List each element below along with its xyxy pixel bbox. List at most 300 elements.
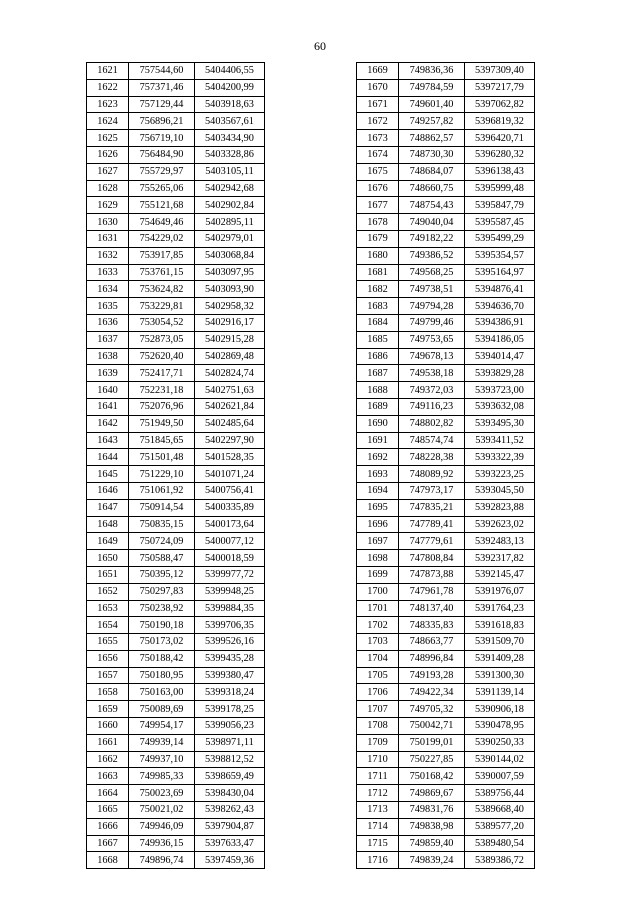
point-number-cell: 1645 (87, 466, 129, 483)
y-coordinate-cell: 5398262,43 (195, 802, 265, 819)
table-row (357, 734, 535, 751)
y-coordinate-cell: 5402979,01 (195, 230, 265, 247)
point-number-cell: 1673 (357, 130, 399, 147)
point-number-cell: 1641 (87, 398, 129, 415)
table-row (87, 96, 265, 113)
y-coordinate-cell: 5401528,35 (195, 449, 265, 466)
point-number-cell: 1680 (357, 247, 399, 264)
point-number-cell: 1679 (357, 230, 399, 247)
point-number-cell: 1688 (357, 382, 399, 399)
y-coordinate-cell: 5389756,44 (465, 785, 535, 802)
y-coordinate-cell: 5403068,84 (195, 247, 265, 264)
table-row (357, 718, 535, 735)
table-row (87, 718, 265, 735)
table-row (87, 835, 265, 852)
table-row (357, 146, 535, 163)
y-coordinate-cell: 5399884,35 (195, 600, 265, 617)
table-row (87, 449, 265, 466)
point-number-cell: 1711 (357, 768, 399, 785)
point-number-cell: 1695 (357, 499, 399, 516)
point-number-cell: 1687 (357, 365, 399, 382)
y-coordinate-cell: 5399526,16 (195, 634, 265, 651)
y-coordinate-cell: 5402485,64 (195, 415, 265, 432)
table-row (87, 852, 265, 869)
y-coordinate-cell: 5399435,28 (195, 650, 265, 667)
y-coordinate-cell: 5391509,70 (465, 634, 535, 651)
y-coordinate-cell: 5404200,99 (195, 79, 265, 96)
x-coordinate-cell: 749985,33 (129, 768, 195, 785)
point-number-cell: 1644 (87, 449, 129, 466)
table-row (357, 247, 535, 264)
y-coordinate-cell: 5390906,18 (465, 701, 535, 718)
table-row (357, 583, 535, 600)
x-coordinate-cell: 751949,50 (129, 415, 195, 432)
y-coordinate-cell: 5390007,59 (465, 768, 535, 785)
x-coordinate-cell: 748574,74 (399, 432, 465, 449)
y-coordinate-cell: 5393723,00 (465, 382, 535, 399)
x-coordinate-cell: 757371,46 (129, 79, 195, 96)
table-row (87, 466, 265, 483)
y-coordinate-cell: 5402958,32 (195, 298, 265, 315)
point-number-cell: 1651 (87, 566, 129, 583)
y-coordinate-cell: 5402902,84 (195, 197, 265, 214)
point-number-cell: 1624 (87, 113, 129, 130)
x-coordinate-cell: 749372,03 (399, 382, 465, 399)
y-coordinate-cell: 5400756,41 (195, 482, 265, 499)
point-number-cell: 1697 (357, 533, 399, 550)
y-coordinate-cell: 5389668,40 (465, 802, 535, 819)
y-coordinate-cell: 5390250,33 (465, 734, 535, 751)
point-number-cell: 1715 (357, 835, 399, 852)
x-coordinate-cell: 753054,52 (129, 314, 195, 331)
table-row (357, 398, 535, 415)
point-number-cell: 1662 (87, 751, 129, 768)
y-coordinate-cell: 5403328,86 (195, 146, 265, 163)
point-number-cell: 1678 (357, 214, 399, 231)
x-coordinate-cell: 749831,76 (399, 802, 465, 819)
point-number-cell: 1686 (357, 348, 399, 365)
y-coordinate-cell: 5399056,23 (195, 718, 265, 735)
point-number-cell: 1700 (357, 583, 399, 600)
x-coordinate-cell: 747873,88 (399, 566, 465, 583)
point-number-cell: 1649 (87, 533, 129, 550)
table-row (357, 852, 535, 869)
point-number-cell: 1677 (357, 197, 399, 214)
y-coordinate-cell: 5393411,52 (465, 432, 535, 449)
y-coordinate-cell: 5397062,82 (465, 96, 535, 113)
point-number-cell: 1653 (87, 600, 129, 617)
y-coordinate-cell: 5402751,63 (195, 382, 265, 399)
y-coordinate-cell: 5402915,28 (195, 331, 265, 348)
point-number-cell: 1638 (87, 348, 129, 365)
y-coordinate-cell: 5402895,11 (195, 214, 265, 231)
table-row (357, 298, 535, 315)
y-coordinate-cell: 5400077,12 (195, 533, 265, 550)
y-coordinate-cell: 5397217,79 (465, 79, 535, 96)
x-coordinate-cell: 749896,74 (129, 852, 195, 869)
point-number-cell: 1701 (357, 600, 399, 617)
point-number-cell: 1692 (357, 449, 399, 466)
point-number-cell: 1708 (357, 718, 399, 735)
point-number-cell: 1659 (87, 701, 129, 718)
point-number-cell: 1629 (87, 197, 129, 214)
y-coordinate-cell: 5397459,36 (195, 852, 265, 869)
x-coordinate-cell: 748802,82 (399, 415, 465, 432)
point-number-cell: 1693 (357, 466, 399, 483)
point-number-cell: 1627 (87, 163, 129, 180)
y-coordinate-cell: 5394876,41 (465, 281, 535, 298)
point-number-cell: 1639 (87, 365, 129, 382)
y-coordinate-cell: 5398812,52 (195, 751, 265, 768)
x-coordinate-cell: 750180,95 (129, 667, 195, 684)
table-row (357, 130, 535, 147)
point-number-cell: 1626 (87, 146, 129, 163)
x-coordinate-cell: 749738,51 (399, 281, 465, 298)
table-row (87, 818, 265, 835)
point-number-cell: 1704 (357, 650, 399, 667)
x-coordinate-cell: 749939,14 (129, 734, 195, 751)
point-number-cell: 1694 (357, 482, 399, 499)
x-coordinate-cell: 752076,96 (129, 398, 195, 415)
y-coordinate-cell: 5395164,97 (465, 264, 535, 281)
table-row (87, 701, 265, 718)
table-row (87, 365, 265, 382)
x-coordinate-cell: 751229,10 (129, 466, 195, 483)
y-coordinate-cell: 5392823,88 (465, 499, 535, 516)
y-coordinate-cell: 5393045,50 (465, 482, 535, 499)
x-coordinate-cell: 751845,65 (129, 432, 195, 449)
point-number-cell: 1654 (87, 617, 129, 634)
x-coordinate-cell: 749936,15 (129, 835, 195, 852)
table-row (357, 314, 535, 331)
point-number-cell: 1664 (87, 785, 129, 802)
y-coordinate-cell: 5399948,25 (195, 583, 265, 600)
x-coordinate-cell: 748335,83 (399, 617, 465, 634)
y-coordinate-cell: 5389480,54 (465, 835, 535, 852)
x-coordinate-cell: 753761,15 (129, 264, 195, 281)
y-coordinate-cell: 5391139,14 (465, 684, 535, 701)
point-number-cell: 1702 (357, 617, 399, 634)
y-coordinate-cell: 5396420,71 (465, 130, 535, 147)
point-number-cell: 1684 (357, 314, 399, 331)
y-coordinate-cell: 5400018,59 (195, 550, 265, 567)
y-coordinate-cell: 5390144,02 (465, 751, 535, 768)
y-coordinate-cell: 5393322,39 (465, 449, 535, 466)
table-row (357, 382, 535, 399)
table-row (87, 634, 265, 651)
x-coordinate-cell: 749257,82 (399, 113, 465, 130)
table-row (87, 785, 265, 802)
point-number-cell: 1650 (87, 550, 129, 567)
coordinate-table-right (356, 62, 535, 869)
point-number-cell: 1623 (87, 96, 129, 113)
x-coordinate-cell: 749784,59 (399, 79, 465, 96)
y-coordinate-cell: 5402297,90 (195, 432, 265, 449)
point-number-cell: 1705 (357, 667, 399, 684)
point-number-cell: 1714 (357, 818, 399, 835)
x-coordinate-cell: 753229,81 (129, 298, 195, 315)
point-number-cell: 1683 (357, 298, 399, 315)
x-coordinate-cell: 750173,02 (129, 634, 195, 651)
y-coordinate-cell: 5391618,83 (465, 617, 535, 634)
table-row (87, 314, 265, 331)
table-row (357, 802, 535, 819)
point-number-cell: 1632 (87, 247, 129, 264)
point-number-cell: 1674 (357, 146, 399, 163)
y-coordinate-cell: 5394014,47 (465, 348, 535, 365)
x-coordinate-cell: 757544,60 (129, 63, 195, 80)
table-row (357, 701, 535, 718)
x-coordinate-cell: 755121,68 (129, 197, 195, 214)
x-coordinate-cell: 749794,28 (399, 298, 465, 315)
x-coordinate-cell: 749937,10 (129, 751, 195, 768)
point-number-cell: 1696 (357, 516, 399, 533)
x-coordinate-cell: 752620,40 (129, 348, 195, 365)
table-row (357, 650, 535, 667)
point-number-cell: 1706 (357, 684, 399, 701)
point-number-cell: 1672 (357, 113, 399, 130)
x-coordinate-cell: 754649,46 (129, 214, 195, 231)
x-coordinate-cell: 749116,23 (399, 398, 465, 415)
point-number-cell: 1635 (87, 298, 129, 315)
y-coordinate-cell: 5402916,17 (195, 314, 265, 331)
table-row (357, 264, 535, 281)
table-row (87, 751, 265, 768)
x-coordinate-cell: 750724,09 (129, 533, 195, 550)
x-coordinate-cell: 749859,40 (399, 835, 465, 852)
y-coordinate-cell: 5391409,28 (465, 650, 535, 667)
y-coordinate-cell: 5402621,84 (195, 398, 265, 415)
x-coordinate-cell: 749193,28 (399, 667, 465, 684)
point-number-cell: 1665 (87, 802, 129, 819)
x-coordinate-cell: 750021,02 (129, 802, 195, 819)
y-coordinate-cell: 5399977,72 (195, 566, 265, 583)
x-coordinate-cell: 747961,78 (399, 583, 465, 600)
point-number-cell: 1713 (357, 802, 399, 819)
table-row (357, 197, 535, 214)
point-number-cell: 1628 (87, 180, 129, 197)
point-number-cell: 1655 (87, 634, 129, 651)
y-coordinate-cell: 5393829,28 (465, 365, 535, 382)
x-coordinate-cell: 748754,43 (399, 197, 465, 214)
table-row (87, 281, 265, 298)
point-number-cell: 1622 (87, 79, 129, 96)
point-number-cell: 1689 (357, 398, 399, 415)
x-coordinate-cell: 748730,30 (399, 146, 465, 163)
table-row (87, 650, 265, 667)
point-number-cell: 1716 (357, 852, 399, 869)
table-row (357, 684, 535, 701)
y-coordinate-cell: 5389577,20 (465, 818, 535, 835)
y-coordinate-cell: 5402824,74 (195, 365, 265, 382)
y-coordinate-cell: 5394386,91 (465, 314, 535, 331)
point-number-cell: 1648 (87, 516, 129, 533)
table-row (357, 600, 535, 617)
point-number-cell: 1640 (87, 382, 129, 399)
point-number-cell: 1670 (357, 79, 399, 96)
y-coordinate-cell: 5402869,48 (195, 348, 265, 365)
y-coordinate-cell: 5391300,30 (465, 667, 535, 684)
point-number-cell: 1660 (87, 718, 129, 735)
y-coordinate-cell: 5396819,32 (465, 113, 535, 130)
y-coordinate-cell: 5392483,13 (465, 533, 535, 550)
table-row (87, 382, 265, 399)
table-row (87, 432, 265, 449)
point-number-cell: 1681 (357, 264, 399, 281)
point-number-cell: 1637 (87, 331, 129, 348)
x-coordinate-cell: 756484,90 (129, 146, 195, 163)
table-row (357, 835, 535, 852)
y-coordinate-cell: 5402942,68 (195, 180, 265, 197)
point-number-cell: 1682 (357, 281, 399, 298)
y-coordinate-cell: 5392317,82 (465, 550, 535, 567)
y-coordinate-cell: 5396280,32 (465, 146, 535, 163)
table-row (357, 751, 535, 768)
y-coordinate-cell: 5390478,95 (465, 718, 535, 735)
table-row (357, 432, 535, 449)
y-coordinate-cell: 5395847,79 (465, 197, 535, 214)
point-number-cell: 1675 (357, 163, 399, 180)
x-coordinate-cell: 753624,82 (129, 281, 195, 298)
point-number-cell: 1690 (357, 415, 399, 432)
table-row (87, 734, 265, 751)
table-row (87, 566, 265, 583)
table-row (357, 466, 535, 483)
y-coordinate-cell: 5393495,30 (465, 415, 535, 432)
y-coordinate-cell: 5403105,11 (195, 163, 265, 180)
x-coordinate-cell: 755265,06 (129, 180, 195, 197)
x-coordinate-cell: 750835,15 (129, 516, 195, 533)
table-row (87, 348, 265, 365)
x-coordinate-cell: 749799,46 (399, 314, 465, 331)
y-coordinate-cell: 5400335,89 (195, 499, 265, 516)
x-coordinate-cell: 749538,18 (399, 365, 465, 382)
point-number-cell: 1668 (87, 852, 129, 869)
point-number-cell: 1630 (87, 214, 129, 231)
point-number-cell: 1667 (87, 835, 129, 852)
y-coordinate-cell: 5398971,11 (195, 734, 265, 751)
x-coordinate-cell: 751061,92 (129, 482, 195, 499)
y-coordinate-cell: 5393223,25 (465, 466, 535, 483)
point-number-cell: 1710 (357, 751, 399, 768)
x-coordinate-cell: 749869,67 (399, 785, 465, 802)
table-row (357, 348, 535, 365)
table-row (357, 163, 535, 180)
x-coordinate-cell: 747808,84 (399, 550, 465, 567)
y-coordinate-cell: 5398659,49 (195, 768, 265, 785)
x-coordinate-cell: 750199,01 (399, 734, 465, 751)
table-row (357, 634, 535, 651)
y-coordinate-cell: 5399706,35 (195, 617, 265, 634)
x-coordinate-cell: 750163,00 (129, 684, 195, 701)
point-number-cell: 1643 (87, 432, 129, 449)
table-row (87, 214, 265, 231)
point-number-cell: 1691 (357, 432, 399, 449)
x-coordinate-cell: 749040,04 (399, 214, 465, 231)
table-row (357, 415, 535, 432)
table-row (357, 79, 535, 96)
point-number-cell: 1707 (357, 701, 399, 718)
y-coordinate-cell: 5395999,48 (465, 180, 535, 197)
y-coordinate-cell: 5397309,40 (465, 63, 535, 80)
x-coordinate-cell: 748137,40 (399, 600, 465, 617)
y-coordinate-cell: 5399178,25 (195, 701, 265, 718)
y-coordinate-cell: 5397633,47 (195, 835, 265, 852)
table-row (87, 298, 265, 315)
y-coordinate-cell: 5399380,47 (195, 667, 265, 684)
point-number-cell: 1666 (87, 818, 129, 835)
x-coordinate-cell: 749568,25 (399, 264, 465, 281)
x-coordinate-cell: 749839,24 (399, 852, 465, 869)
x-coordinate-cell: 750168,42 (399, 768, 465, 785)
page-number: 60 (314, 39, 326, 53)
table-row (357, 331, 535, 348)
y-coordinate-cell: 5397904,87 (195, 818, 265, 835)
x-coordinate-cell: 752417,71 (129, 365, 195, 382)
table-row (87, 113, 265, 130)
x-coordinate-cell: 749678,13 (399, 348, 465, 365)
x-coordinate-cell: 749753,65 (399, 331, 465, 348)
table-row (357, 230, 535, 247)
point-number-cell: 1671 (357, 96, 399, 113)
y-coordinate-cell: 5399318,24 (195, 684, 265, 701)
x-coordinate-cell: 748228,38 (399, 449, 465, 466)
x-coordinate-cell: 752873,05 (129, 331, 195, 348)
x-coordinate-cell: 748684,07 (399, 163, 465, 180)
coordinate-table-left (86, 62, 265, 869)
table-row (87, 79, 265, 96)
point-number-cell: 1676 (357, 180, 399, 197)
x-coordinate-cell: 757129,44 (129, 96, 195, 113)
point-number-cell: 1669 (357, 63, 399, 80)
table-row (87, 600, 265, 617)
table-row (87, 802, 265, 819)
x-coordinate-cell: 749954,17 (129, 718, 195, 735)
point-number-cell: 1646 (87, 482, 129, 499)
y-coordinate-cell: 5403434,90 (195, 130, 265, 147)
point-number-cell: 1698 (357, 550, 399, 567)
x-coordinate-cell: 749182,22 (399, 230, 465, 247)
x-coordinate-cell: 748089,92 (399, 466, 465, 483)
x-coordinate-cell: 747789,41 (399, 516, 465, 533)
y-coordinate-cell: 5403093,90 (195, 281, 265, 298)
x-coordinate-cell: 748996,84 (399, 650, 465, 667)
table-row (87, 482, 265, 499)
table-row (87, 264, 265, 281)
x-coordinate-cell: 749836,36 (399, 63, 465, 80)
table-row (357, 516, 535, 533)
x-coordinate-cell: 755729,97 (129, 163, 195, 180)
table-row (87, 617, 265, 634)
table-row (87, 768, 265, 785)
y-coordinate-cell: 5391764,23 (465, 600, 535, 617)
x-coordinate-cell: 756719,10 (129, 130, 195, 147)
table-row (357, 667, 535, 684)
y-coordinate-cell: 5395354,57 (465, 247, 535, 264)
x-coordinate-cell: 747973,17 (399, 482, 465, 499)
x-coordinate-cell: 750089,69 (129, 701, 195, 718)
x-coordinate-cell: 749838,98 (399, 818, 465, 835)
y-coordinate-cell: 5403918,63 (195, 96, 265, 113)
point-number-cell: 1647 (87, 499, 129, 516)
x-coordinate-cell: 748660,75 (399, 180, 465, 197)
table-row (87, 398, 265, 415)
y-coordinate-cell: 5401071,24 (195, 466, 265, 483)
table-row (87, 331, 265, 348)
table-row (87, 516, 265, 533)
point-number-cell: 1657 (87, 667, 129, 684)
y-coordinate-cell: 5396138,43 (465, 163, 535, 180)
